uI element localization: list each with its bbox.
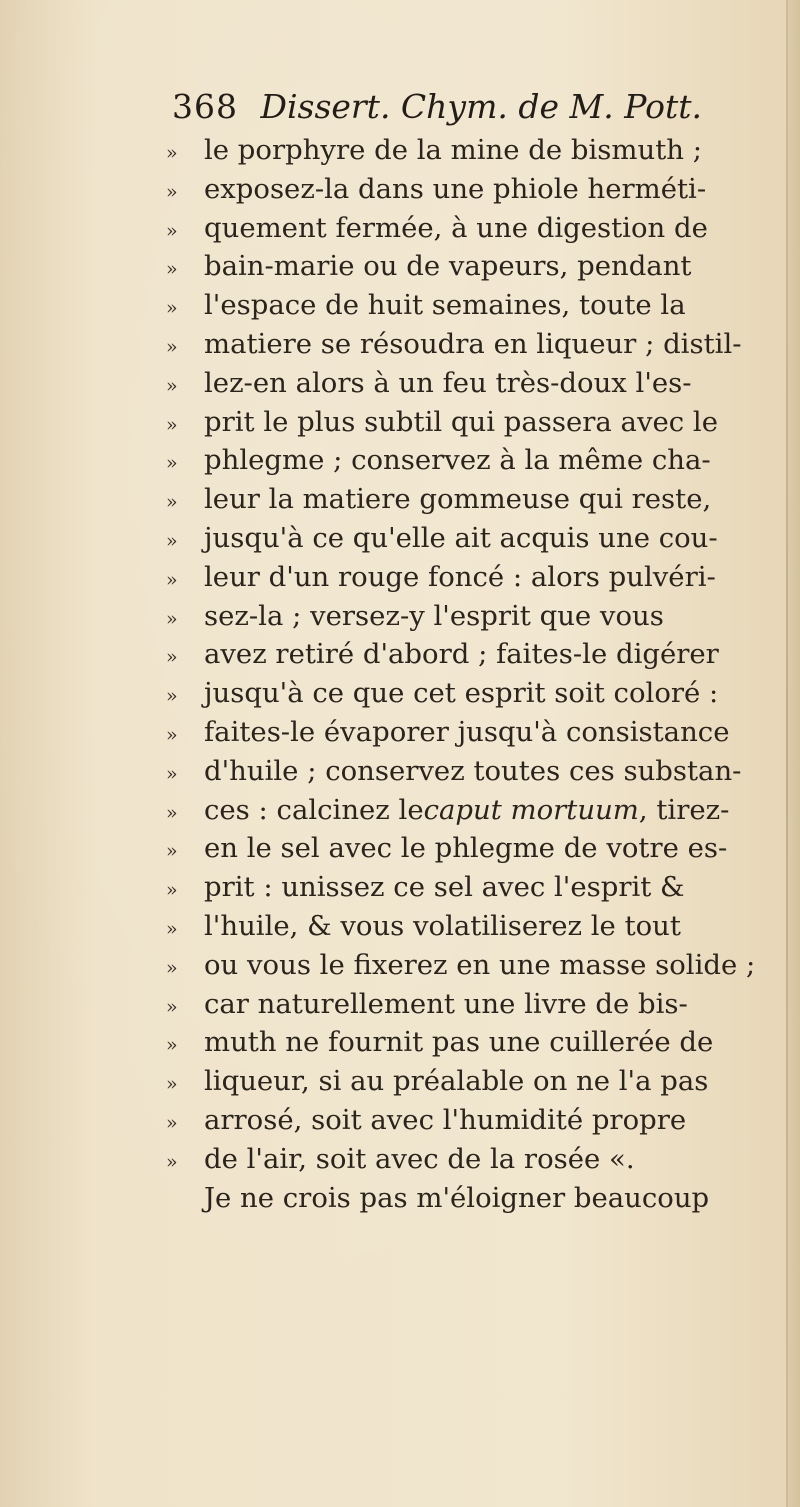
text-line (166, 985, 756, 1024)
text-line (166, 829, 756, 868)
quote-mark: » (166, 258, 178, 281)
binding-line (786, 0, 788, 1507)
page-number: 368 (172, 87, 238, 126)
running-title: Dissert. Chym. de M. Pott. (260, 87, 703, 126)
text-line (166, 558, 756, 597)
line-text: prit le plus subtil qui passera avec le (204, 405, 718, 438)
quote-mark: » (166, 723, 178, 746)
quote-mark: » (166, 335, 178, 358)
text-line (166, 403, 756, 442)
text-line (166, 868, 756, 907)
quote-mark: » (166, 142, 178, 164)
line-text: de l'air, soit avec de la rosée «. (204, 1142, 635, 1175)
text-line (166, 1101, 756, 1140)
quote-mark: » (166, 607, 178, 630)
text-line (166, 713, 756, 752)
line-text: jusqu'à ce qu'elle ait acquis une cou- (204, 521, 718, 554)
quote-mark: » (166, 762, 178, 785)
quote-mark: » (166, 995, 178, 1018)
quote-mark: » (166, 1073, 178, 1096)
quote-mark: » (166, 685, 178, 708)
page-edge (788, 0, 800, 1507)
quote-mark: » (166, 413, 178, 436)
line-text: arrosé, soit avec l'humidité propre (204, 1103, 687, 1136)
line-text: le porphyre de la mine de bismuth ; (204, 134, 702, 166)
quote-mark: » (166, 180, 178, 203)
line-text: d'huile ; conservez toutes ces substan- (204, 754, 742, 787)
line-text: prit : unissez ce sel avec l'esprit & (204, 871, 685, 904)
line-text: matiere se résoudra en liqueur ; distil- (204, 327, 742, 360)
text-line (166, 1023, 756, 1062)
quote-mark: » (166, 452, 178, 475)
text-line (166, 131, 756, 170)
text-line (166, 480, 756, 519)
line-text: ou vous le fixerez en une masse solide ; (204, 948, 756, 981)
quote-mark: » (166, 646, 178, 669)
text-line (166, 286, 756, 325)
text-line (166, 325, 756, 364)
line-text: exposez-la dans une phiole herméti- (204, 172, 707, 205)
quote-mark: » (166, 879, 178, 902)
quote-mark: » (166, 568, 178, 591)
quote-mark: » (166, 297, 178, 320)
line-text: bain-marie ou de vapeurs, pendant (204, 250, 692, 283)
line-text: l'espace de huit semaines, toute la (204, 289, 686, 322)
line-text: muth ne fournit pas une cuillerée de (204, 1026, 714, 1059)
quote-mark: » (166, 374, 178, 397)
line-text: sez-la ; versez-y l'esprit que vous (204, 599, 664, 632)
text-line (166, 1062, 756, 1101)
quote-mark: » (166, 219, 178, 242)
text-line (166, 247, 756, 286)
quote-mark: » (166, 840, 178, 863)
body-text (166, 131, 756, 1217)
text-line (166, 1140, 756, 1179)
text-line (166, 597, 756, 636)
line-text: leur d'un rouge foncé : alors pulvéri- (204, 560, 716, 593)
line-text: quement fermée, à une digestion de (204, 211, 708, 244)
text-line (166, 170, 756, 209)
line-text: phlegme ; conservez à la même cha- (204, 444, 711, 477)
quote-mark: » (166, 491, 178, 514)
line-text: l'huile, & vous volatiliserez le tout (204, 909, 681, 942)
line-text: avez retiré d'abord ; faites-le digérer (204, 638, 719, 671)
quote-mark: » (166, 529, 178, 552)
line-text: Je ne crois pas m'éloigner beaucoup (204, 1181, 710, 1214)
text-line (166, 907, 756, 946)
quote-mark: » (166, 1034, 178, 1057)
line-text: car naturellement une livre de bis- (204, 987, 688, 1020)
quote-mark: » (166, 917, 178, 940)
quote-mark: » (166, 1150, 178, 1173)
running-header (172, 84, 732, 130)
text-line (166, 635, 756, 674)
line-text: jusqu'à ce que cet esprit soit coloré : (204, 677, 719, 710)
quote-mark: » (166, 1111, 178, 1134)
text-line (166, 946, 756, 985)
quote-mark: » (166, 801, 178, 824)
text-line (166, 441, 756, 480)
text-line (166, 519, 756, 558)
latin-term: caput mortuum (423, 793, 639, 826)
quote-mark: » (166, 956, 178, 979)
text-line (166, 752, 756, 791)
line-text-after: , tirez- (638, 793, 730, 826)
text-line (166, 1179, 756, 1218)
text-line (166, 791, 756, 830)
line-text: leur la matiere gommeuse qui reste, (204, 483, 712, 516)
line-text: liqueur, si au préalable on ne l'a pas (204, 1065, 709, 1098)
line-text: lez-en alors à un feu très-doux l'es- (204, 366, 692, 399)
line-text: faites-le évaporer jusqu'à consistance (204, 715, 730, 748)
line-text: en le sel avec le phlegme de votre es- (204, 832, 728, 865)
text-line (166, 364, 756, 403)
line-text-before: ces : calcinez le (204, 793, 424, 826)
text-line (166, 674, 756, 713)
text-line (166, 209, 756, 248)
